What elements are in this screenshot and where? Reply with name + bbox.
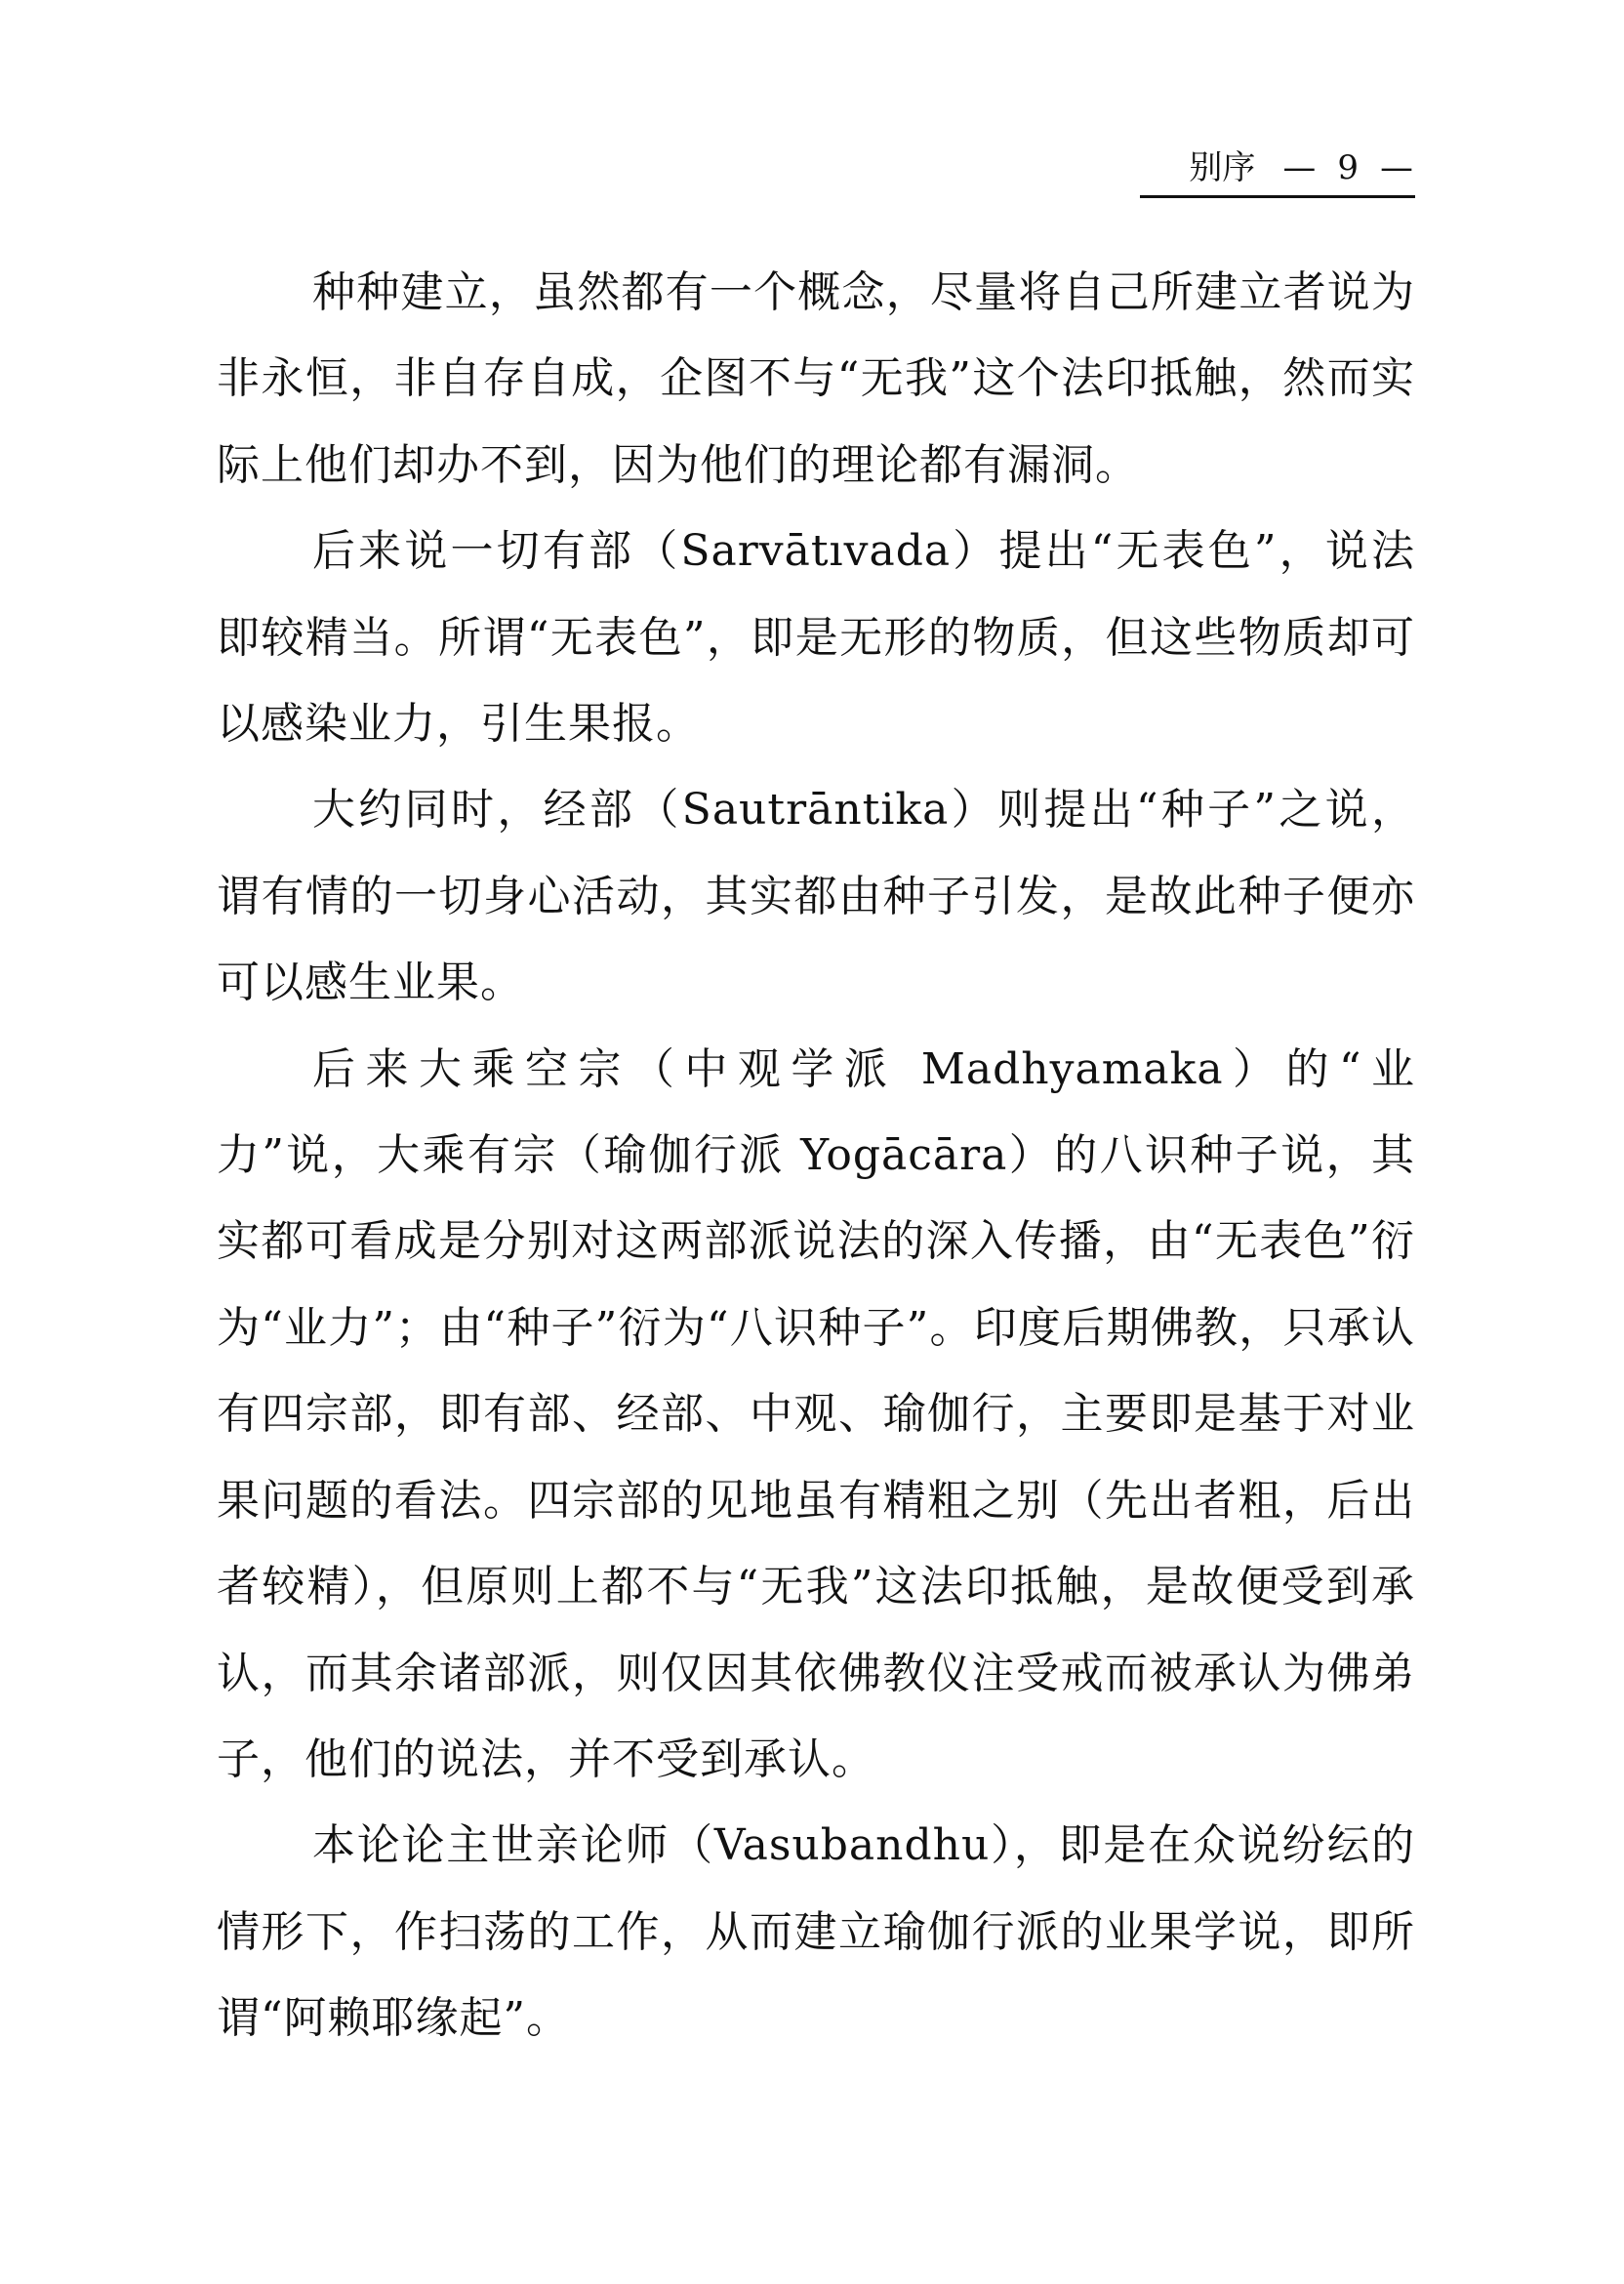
body-text <box>217 250 1415 2062</box>
paragraph: 后来大乘空宗（中观学派 Madhyamaka）的“业力”说，大乘有宗（瑜伽行派 Yogācāra）的八识种子说，其实都可看成是分别对这两部派说法的深入传播，由“无表色”衍为“业力”；由“种子”衍为“八识种子”。印度后期佛教，只承认有四宗部，即有部、经部、中观、瑜伽行，主要即是基于对业果问题的看法。四宗部的见地虽有精粗之别（先出者粗，后出者较精），但原则上都不与“无我”这法印抵触，是故便受到承认，而其余诸部派，则仅因其依佛教仪注受戒而被承认为佛弟子，他们的说法，并不受到承认。 <box>217 1043 1415 1784</box>
running-header <box>1189 148 1413 187</box>
paragraph: 后来说一切有部（Sarvātıvada）提出“无表色”，说法即较精当。所谓“无表色”，即是无形的物质，但这些物质却可以感染业力，引生果报。 <box>217 526 1415 750</box>
header-rule <box>1140 195 1415 198</box>
page-number: 9 <box>1337 148 1359 187</box>
header-dash-left: — <box>1282 148 1317 187</box>
section-name: 别序 <box>1189 148 1256 187</box>
paragraph: 本论论主世亲论师（Vasubandhu），即是在众说纷纭的情形下，作扫荡的工作，从而建立瑜伽行派的业果学说，即所谓“阿赖耶缘起”。 <box>217 1820 1415 2044</box>
paragraph: 大约同时，经部（Sautrāntika）则提出“种子”之说，谓有情的一切身心活动，其实都由种子引发，是故此种子便亦可以感生业果。 <box>217 785 1415 1008</box>
header-dash-right: — <box>1380 148 1413 187</box>
paragraph: 种种建立，虽然都有一个概念，尽量将自己所建立者说为非永恒，非自存自成，企图不与“无我”这个法印抵触，然而实际上他们却办不到，因为他们的理论都有漏洞。 <box>217 267 1415 490</box>
